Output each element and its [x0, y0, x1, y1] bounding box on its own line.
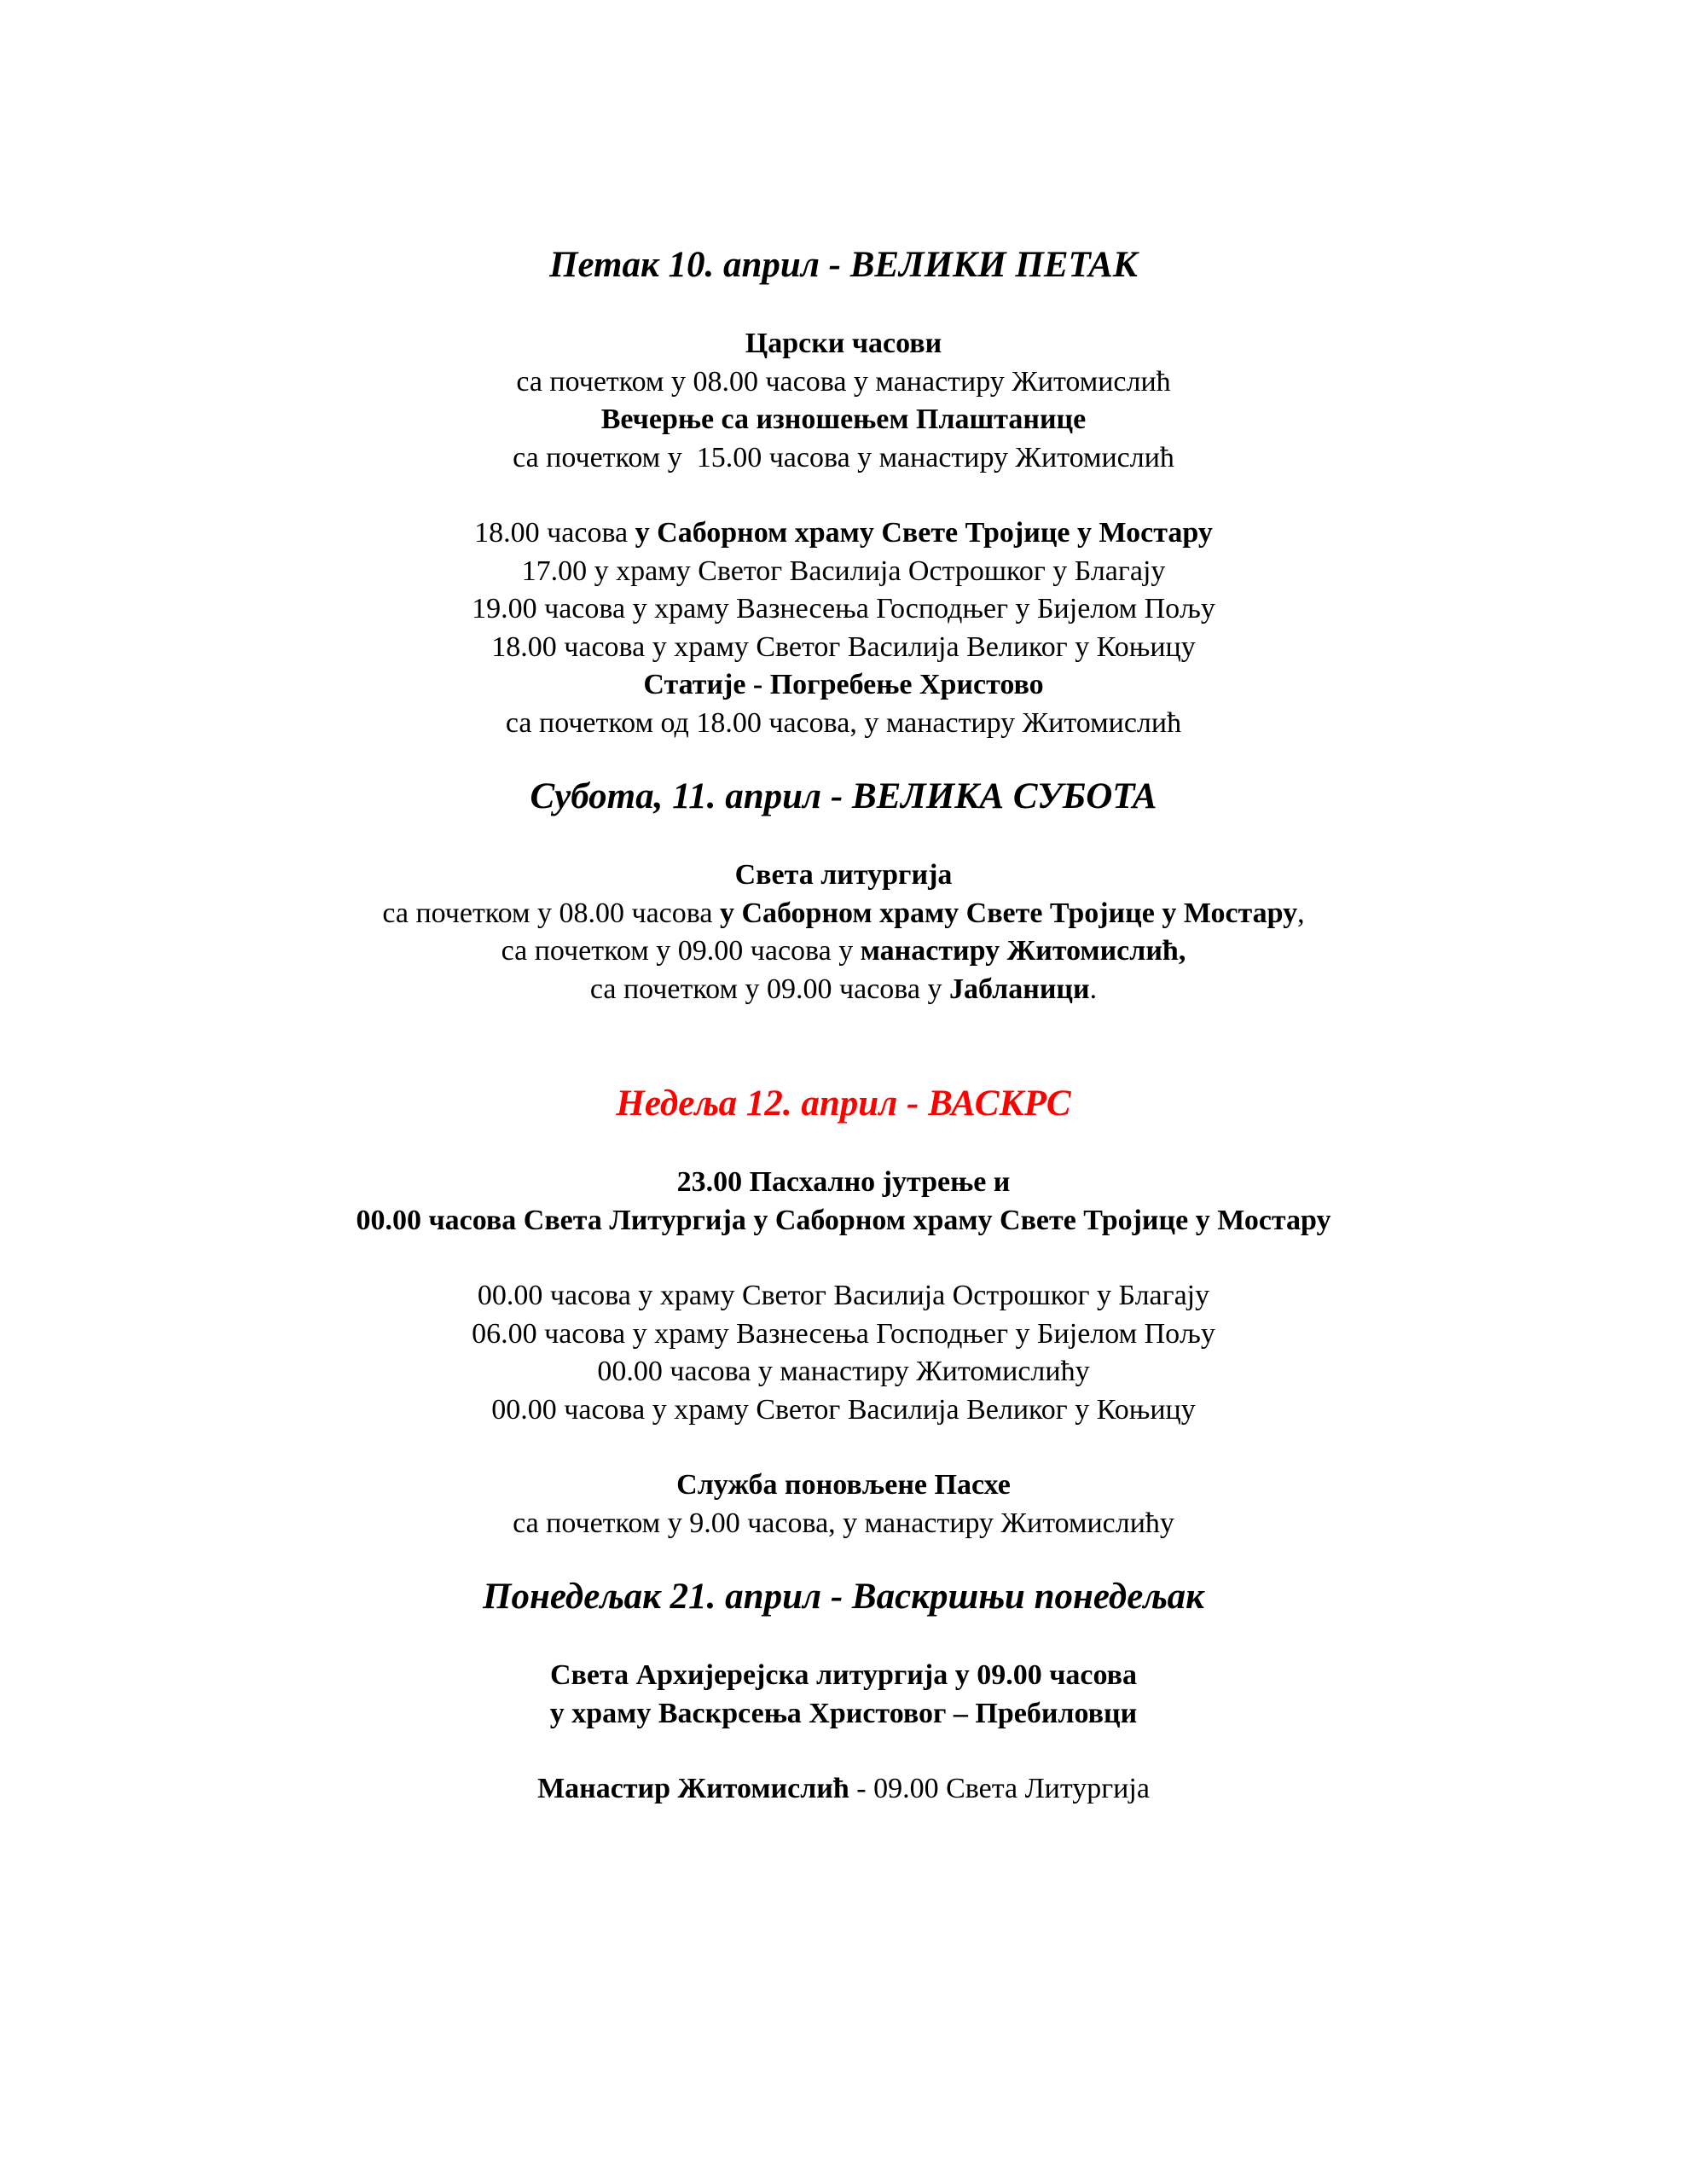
- saturday-line-2: [0, 932, 1687, 971]
- saturday-line-2-time: са почетком у 09.00 часова у: [501, 935, 861, 967]
- easter-monday-heading: Понедељак 21. април - Васкршњи понедељак: [483, 1577, 1204, 1617]
- vespers-title: Вечерње са изношењем Плаштанице: [600, 404, 1087, 435]
- good-friday-line-1-place: у Саборном храму Свете Тројице у Мостару: [635, 517, 1213, 549]
- good-friday-line-1: [0, 514, 1687, 553]
- easter-line-2: 06.00 часова у храму Вазнесења Господњег у Бијелом Пољу: [472, 1317, 1215, 1350]
- good-friday-heading: Петак 10. април - ВЕЛИКИ ПЕТАК: [549, 245, 1138, 285]
- saturday-line-3-time: са почетком у 09.00 часова у: [589, 973, 949, 1005]
- saturday-line-3-place: Јабланици: [949, 973, 1090, 1005]
- monastery-liturgy: [0, 1770, 1687, 1809]
- statije-title: Статије - Погребење Христово: [643, 669, 1044, 700]
- easter-line-4: 00.00 часова у храму Светог Василија Великог у Коњицу: [491, 1393, 1196, 1426]
- saturday-line-2-place: манастиру Житомислић,: [860, 935, 1186, 967]
- schedule-document: [0, 243, 1687, 1809]
- saturday-line-1-time: са почетком у 08.00 часова: [382, 897, 720, 929]
- good-friday-line-1-time: 18.00 часова: [474, 517, 635, 549]
- easter-line-3: 00.00 часова у манастиру Житомислићу: [597, 1356, 1090, 1387]
- monastery-name: Манастир Житомислић: [537, 1773, 849, 1804]
- hierarchical-liturgy: Света Архијерејска литургија у 09.00 часова: [549, 1659, 1138, 1691]
- good-friday-line-2: 17.00 у храму Светог Василија Острошког у Благају: [521, 555, 1166, 587]
- saturday-line-3-end: .: [1089, 973, 1098, 1005]
- easter-heading: Недеља 12. април - ВАСКРС: [616, 1083, 1071, 1124]
- royal-hours-time: са почетком у 08.00 часова у манастиру Житомислић: [516, 365, 1171, 398]
- saturday-line-1: [0, 895, 1687, 933]
- easter-liturgy: 00.00 часова Света Литургија у Саборном храму Свете Тројице у Мостару: [356, 1204, 1331, 1236]
- holy-saturday-heading: Субота, 11. април - ВЕЛИКА СУБОТА: [530, 776, 1157, 816]
- renewed-pascha-time: са почетком у 9.00 часова, у манастиру Житомислићу: [513, 1507, 1174, 1539]
- vespers-time: са почетком у 15.00 часова у манастиру Житомислић: [513, 441, 1174, 473]
- renewed-pascha-title: Служба поновљене Пасхе: [676, 1469, 1011, 1501]
- easter-line-1: 00.00 часова у храму Светог Василија Острошког у Благају: [477, 1280, 1210, 1311]
- saturday-line-1-end: ,: [1297, 897, 1305, 929]
- royal-hours-title: Царски часови: [745, 328, 942, 359]
- monastery-liturgy-time: - 09.00 Света Литургија: [849, 1773, 1150, 1804]
- hierarchical-liturgy-place: у храму Васкрсења Христовог – Пребиловци: [549, 1697, 1138, 1729]
- good-friday-line-4: 18.00 часова у храму Светог Василија Великог у Коњицу: [491, 630, 1196, 663]
- saturday-line-1-place: у Саборном храму Свете Тројице у Мостару: [719, 897, 1298, 929]
- good-friday-line-3: 19.00 часова у храму Вазнесења Господњег у Бијелом Пољу: [472, 593, 1215, 624]
- easter-matins: 23.00 Пасхално јутрење и: [676, 1166, 1011, 1198]
- saturday-line-3: [0, 971, 1687, 1009]
- saturday-liturgy-title: Света литургија: [734, 859, 953, 891]
- statije-time: са почетком од 18.00 часова, у манастиру Житомислић: [505, 706, 1182, 739]
